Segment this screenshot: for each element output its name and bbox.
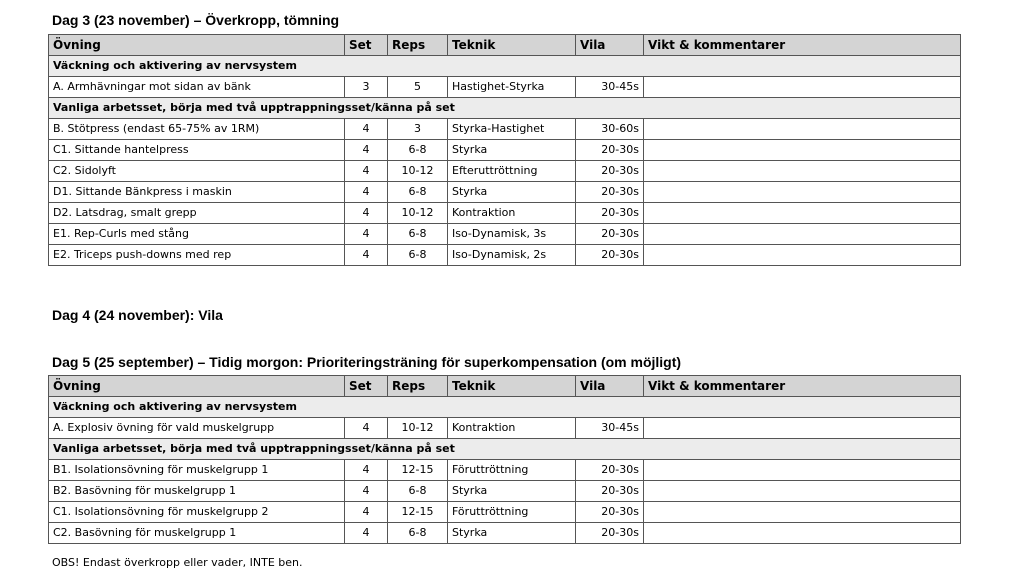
cell-comments [644, 245, 961, 266]
cell-comments [644, 182, 961, 203]
cell-reps: 6-8 [388, 481, 448, 502]
cell-comments [644, 203, 961, 224]
cell-rest: 20-30s [576, 182, 644, 203]
cell-set: 4 [345, 203, 388, 224]
cell-technique: Föruttröttning [448, 460, 576, 481]
cell-reps: 6-8 [388, 245, 448, 266]
table-row [49, 203, 961, 224]
cell-set: 4 [345, 460, 388, 481]
cell-rest: 20-30s [576, 140, 644, 161]
table-header-row [49, 376, 961, 397]
day3-title: Dag 3 (23 november) – Överkropp, tömning [52, 12, 340, 28]
cell-reps: 10-12 [388, 203, 448, 224]
table-row [49, 523, 961, 544]
column-header: Vila [576, 376, 644, 397]
table-header-row [49, 35, 961, 56]
column-header: Vila [576, 35, 644, 56]
section-label: Vanliga arbetsset, börja med två upptrappningsset/känna på set [49, 98, 961, 119]
cell-technique: Kontraktion [448, 203, 576, 224]
cell-comments [644, 161, 961, 182]
cell-technique: Styrka [448, 481, 576, 502]
table-row [49, 119, 961, 140]
column-header: Reps [388, 376, 448, 397]
day4-title: Dag 4 (24 november): Vila [52, 307, 223, 323]
section-row [49, 439, 961, 460]
column-header: Övning [49, 35, 345, 56]
cell-set: 4 [345, 140, 388, 161]
day3-table [48, 34, 961, 266]
cell-reps: 10-12 [388, 418, 448, 439]
cell-reps: 6-8 [388, 224, 448, 245]
cell-set: 4 [345, 245, 388, 266]
column-header: Vikt & kommentarer [644, 35, 961, 56]
table-row [49, 418, 961, 439]
column-header: Övning [49, 376, 345, 397]
cell-reps: 6-8 [388, 182, 448, 203]
cell-technique: Styrka [448, 523, 576, 544]
cell-technique: Kontraktion [448, 418, 576, 439]
column-header: Set [345, 376, 388, 397]
cell-comments [644, 502, 961, 523]
cell-set: 4 [345, 119, 388, 140]
cell-exercise: C2. Basövning för muskelgrupp 1 [49, 523, 345, 544]
table-row [49, 245, 961, 266]
cell-rest: 30-45s [576, 418, 644, 439]
cell-rest: 30-60s [576, 119, 644, 140]
table-row [49, 161, 961, 182]
cell-exercise: E1. Rep-Curls med stång [49, 224, 345, 245]
cell-reps: 3 [388, 119, 448, 140]
cell-set: 4 [345, 481, 388, 502]
cell-rest: 20-30s [576, 161, 644, 182]
cell-set: 4 [345, 523, 388, 544]
cell-set: 4 [345, 182, 388, 203]
section-row [49, 397, 961, 418]
cell-reps: 12-15 [388, 460, 448, 481]
cell-exercise: C1. Isolationsövning för muskelgrupp 2 [49, 502, 345, 523]
section-label: Väckning och aktivering av nervsystem [49, 397, 961, 418]
table-row [49, 224, 961, 245]
cell-comments [644, 77, 961, 98]
cell-technique: Iso-Dynamisk, 2s [448, 245, 576, 266]
cell-exercise: E2. Triceps push-downs med rep [49, 245, 345, 266]
cell-rest: 20-30s [576, 460, 644, 481]
cell-exercise: B. Stötpress (endast 65-75% av 1RM) [49, 119, 345, 140]
cell-comments [644, 140, 961, 161]
cell-set: 4 [345, 161, 388, 182]
table-row [49, 182, 961, 203]
cell-set: 4 [345, 418, 388, 439]
column-header: Set [345, 35, 388, 56]
cell-rest: 20-30s [576, 203, 644, 224]
cell-technique: Iso-Dynamisk, 3s [448, 224, 576, 245]
day5-table [48, 375, 961, 544]
column-header: Teknik [448, 35, 576, 56]
cell-rest: 20-30s [576, 224, 644, 245]
column-header: Reps [388, 35, 448, 56]
table-row [49, 140, 961, 161]
cell-rest: 20-30s [576, 245, 644, 266]
table-row [49, 502, 961, 523]
cell-set: 3 [345, 77, 388, 98]
section-label: Vanliga arbetsset, börja med två upptrappningsset/känna på set [49, 439, 961, 460]
cell-comments [644, 418, 961, 439]
cell-exercise: B1. Isolationsövning för muskelgrupp 1 [49, 460, 345, 481]
cell-reps: 6-8 [388, 140, 448, 161]
cell-comments [644, 460, 961, 481]
cell-set: 4 [345, 502, 388, 523]
cell-rest: 30-45s [576, 77, 644, 98]
cell-exercise: D2. Latsdrag, smalt grepp [49, 203, 345, 224]
cell-reps: 10-12 [388, 161, 448, 182]
cell-exercise: A. Armhävningar mot sidan av bänk [49, 77, 345, 98]
cell-exercise: B2. Basövning för muskelgrupp 1 [49, 481, 345, 502]
column-header: Vikt & kommentarer [644, 376, 961, 397]
cell-comments [644, 481, 961, 502]
cell-technique: Hastighet-Styrka [448, 77, 576, 98]
cell-technique: Föruttröttning [448, 502, 576, 523]
cell-technique: Styrka [448, 182, 576, 203]
cell-technique: Styrka-Hastighet [448, 119, 576, 140]
table-row [49, 460, 961, 481]
cell-rest: 20-30s [576, 481, 644, 502]
cell-reps: 5 [388, 77, 448, 98]
footnote: OBS! Endast överkropp eller vader, INTE ben. [52, 556, 303, 569]
table-row [49, 481, 961, 502]
section-row [49, 98, 961, 119]
column-header: Teknik [448, 376, 576, 397]
section-label: Väckning och aktivering av nervsystem [49, 56, 961, 77]
section-row [49, 56, 961, 77]
cell-exercise: D1. Sittande Bänkpress i maskin [49, 182, 345, 203]
cell-rest: 20-30s [576, 502, 644, 523]
cell-comments [644, 523, 961, 544]
cell-comments [644, 224, 961, 245]
cell-technique: Efteruttröttning [448, 161, 576, 182]
table-row [49, 77, 961, 98]
cell-reps: 6-8 [388, 523, 448, 544]
cell-reps: 12-15 [388, 502, 448, 523]
cell-exercise: A. Explosiv övning för vald muskelgrupp [49, 418, 345, 439]
cell-rest: 20-30s [576, 523, 644, 544]
cell-comments [644, 119, 961, 140]
cell-set: 4 [345, 224, 388, 245]
day5-title: Dag 5 (25 september) – Tidig morgon: Prioriteringsträning för superkompensation (om möjligt) [52, 354, 682, 370]
cell-exercise: C2. Sidolyft [49, 161, 345, 182]
cell-technique: Styrka [448, 140, 576, 161]
cell-exercise: C1. Sittande hantelpress [49, 140, 345, 161]
